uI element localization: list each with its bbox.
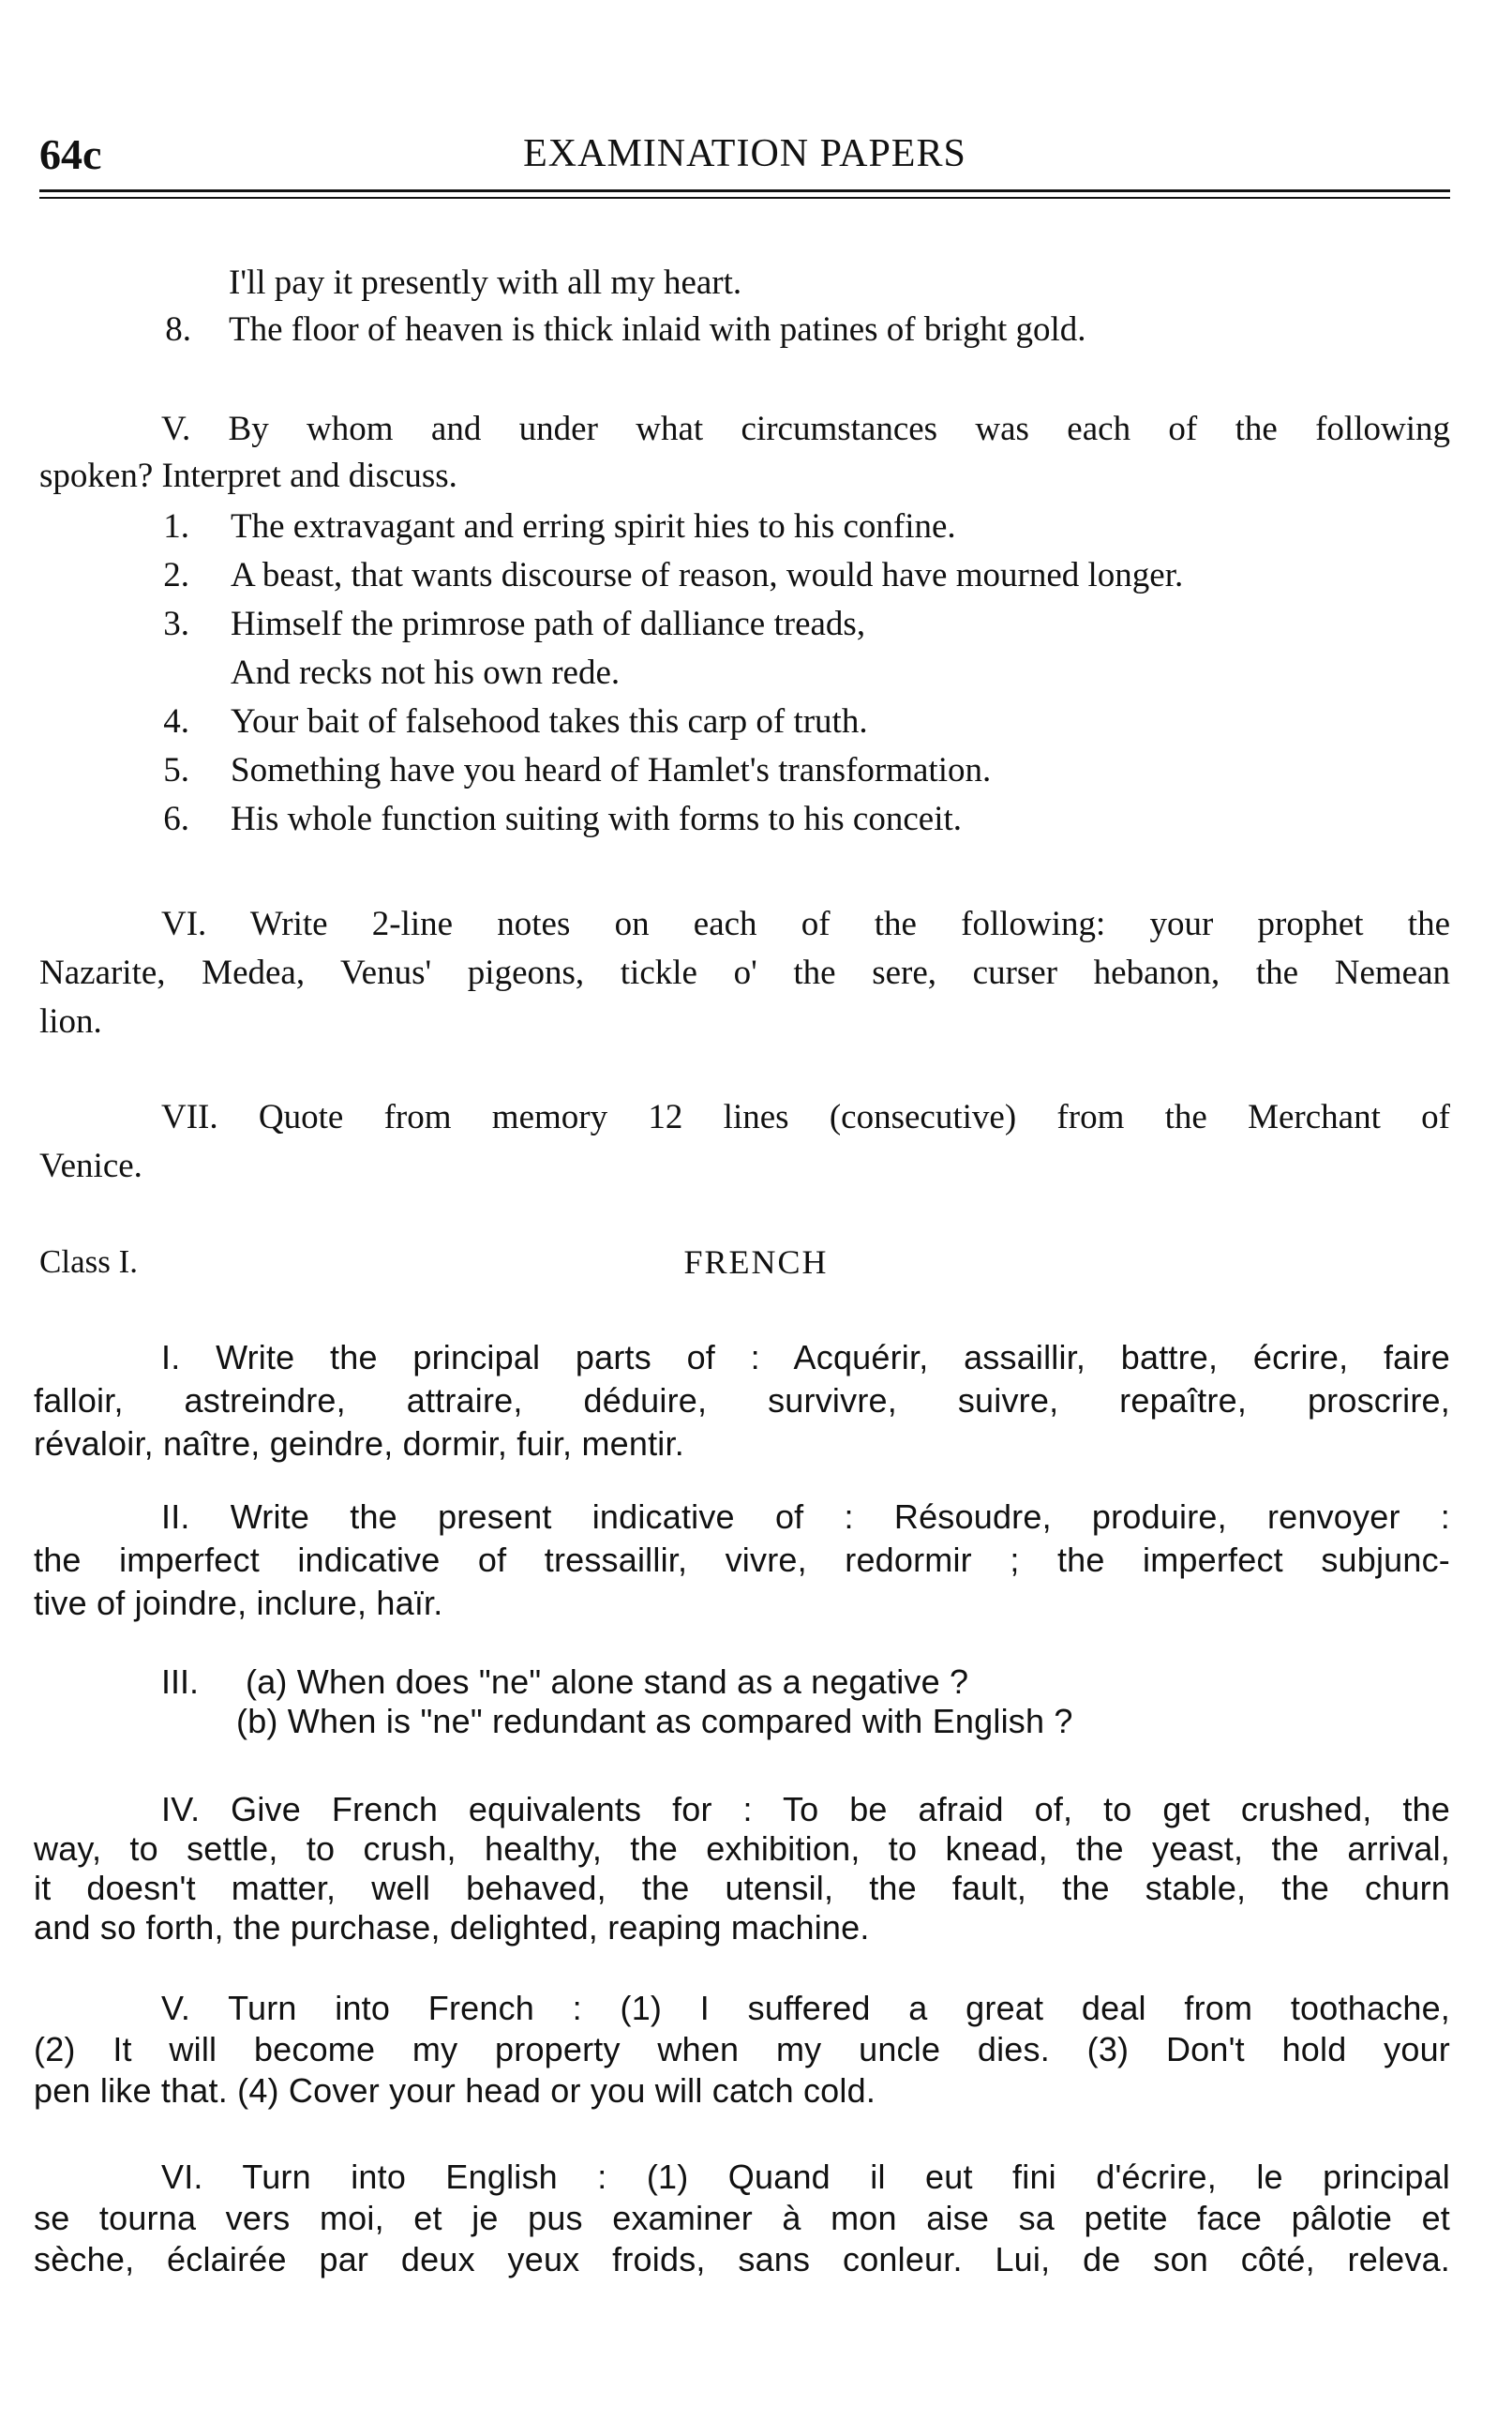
french-q1-line-2: falloir, astreindre, attraire, déduire, survivre, suivre, repaître, proscrire, — [34, 1381, 1450, 1420]
french-q3-number: III. — [161, 1662, 200, 1701]
french-q6-line-2: se tourna vers moi, et je pus examiner à mon aise sa petite face pâlotie et — [34, 2199, 1450, 2237]
item-number: 2. — [163, 556, 189, 594]
french-q3-part-a: (a) When does "ne" alone stand as a negative ? — [246, 1662, 969, 1701]
french-q5-line-1: V. Turn into French : (1) I suffered a great deal from toothache, — [161, 1989, 1450, 2027]
french-q2-line-3: tive of joindre, inclure, haïr. — [34, 1584, 443, 1622]
quotation-item-cont: And recks not his own rede. — [231, 654, 621, 692]
question-vii-line-1: VII. Quote from memory 12 lines (consecutive) from the Merchant of — [161, 1098, 1450, 1136]
quotation-item: His whole function suiting with forms to his conceit. — [231, 800, 962, 838]
quote-line-7-cont: I'll pay it presently with all my heart. — [229, 263, 742, 302]
page-header — [39, 129, 1450, 186]
quotation-item: A beast, that wants discourse of reason, would have mourned longer. — [231, 556, 1184, 594]
french-q2-line-1: II. Write the present indicative of : Résoudre, produire, renvoyer : — [161, 1497, 1450, 1536]
french-q2-line-2: the imperfect indicative of tressaillir, vivre, redormir ; the imperfect subjunc- — [34, 1541, 1450, 1579]
french-q5-line-3: pen like that. (4) Cover your head or you will catch cold. — [34, 2071, 876, 2110]
item-number: 5. — [163, 751, 189, 789]
question-v-line-1: V. By whom and under what circumstances was each of the following — [161, 410, 1450, 448]
question-vii-line-2: Venice. — [39, 1147, 142, 1185]
page-number: 64c — [39, 130, 102, 178]
french-q6-line-1: VI. Turn into English : (1) Quand il eut fini d'écrire, le principal — [161, 2158, 1450, 2196]
question-vi-line-3: lion. — [39, 1002, 102, 1041]
french-q5-line-2: (2) It will become my property when my uncle dies. (3) Don't hold your — [34, 2030, 1450, 2068]
item-number: 6. — [163, 800, 189, 838]
quotation-item: The extravagant and erring spirit hies to his confine. — [231, 507, 956, 546]
quote-number-8: 8. — [165, 310, 191, 349]
question-vi-line-2: Nazarite, Medea, Venus' pigeons, tickle o' the sere, curser hebanon, the Nemean — [39, 954, 1450, 992]
french-q1-line-1: I. Write the principal parts of : Acquérir, assaillir, battre, écrire, faire — [161, 1338, 1450, 1376]
quotation-item: Himself the primrose path of dalliance treads, — [231, 605, 866, 643]
quote-line-8: The floor of heaven is thick inlaid with patines of bright gold. — [229, 310, 1086, 349]
header-rule — [39, 189, 1450, 192]
question-vi-line-1: VI. Write 2-line notes on each of the following: your prophet the — [161, 905, 1450, 943]
item-number: 3. — [163, 605, 189, 643]
french-q4-line-2: way, to settle, to crush, healthy, the exhibition, to knead, the yeast, the arrival, — [34, 1829, 1450, 1868]
header-rule-thin — [39, 197, 1450, 199]
section-heading-french: FRENCH — [683, 1243, 829, 1281]
running-title: EXAMINATION PAPERS — [523, 132, 966, 175]
item-number: 1. — [163, 507, 189, 546]
class-label: Class I. — [39, 1243, 138, 1280]
french-q1-line-3: révaloir, naître, geindre, dormir, fuir, mentir. — [34, 1424, 684, 1463]
french-q4-line-4: and so forth, the purchase, delighted, reaping machine. — [34, 1908, 870, 1947]
quotation-item: Something have you heard of Hamlet's transformation. — [231, 751, 992, 789]
french-q4-line-1: IV. Give French equivalents for : To be afraid of, to get crushed, the — [161, 1790, 1450, 1828]
question-v-line-2: spoken? Interpret and discuss. — [39, 457, 457, 495]
french-q4-line-3: it doesn't matter, well behaved, the utensil, the fault, the stable, the churn — [34, 1869, 1450, 1907]
french-q3-part-b: (b) When is "ne" redundant as compared with English ? — [236, 1702, 1073, 1740]
french-q6-line-3: sèche, éclairée par deux yeux froids, sans conleur. Lui, de son côté, releva. — [34, 2240, 1450, 2278]
item-number: 4. — [163, 702, 189, 741]
quotation-item: Your bait of falsehood takes this carp of truth. — [231, 702, 868, 741]
